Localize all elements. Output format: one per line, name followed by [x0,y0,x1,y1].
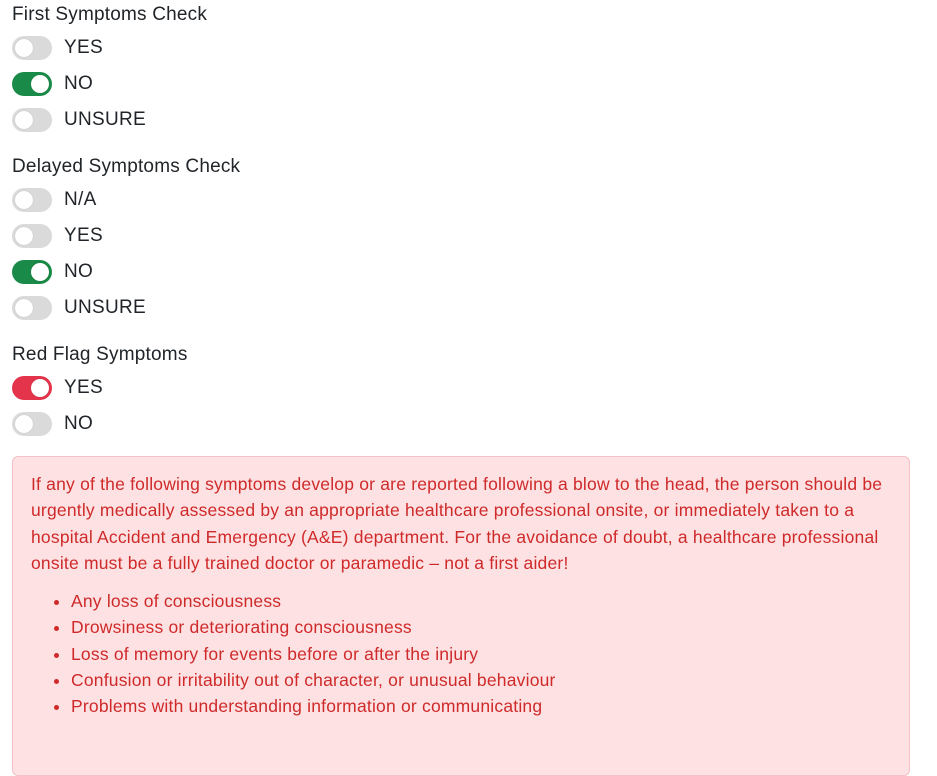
toggle-knob [15,415,33,433]
option-label: YES [64,37,103,58]
first-symptoms-option-yes[interactable] [12,35,103,61]
option-label: UNSURE [64,109,147,130]
first-symptoms-option-no[interactable] [12,71,93,97]
list-item: • Any loss of consciousness [71,588,891,614]
toggle-switch[interactable] [12,188,52,212]
toggle-switch[interactable] [12,260,52,284]
red-flag-option-yes[interactable] [12,375,103,401]
delayed-symptoms-option-yes[interactable] [12,223,103,249]
list-item: • Problems with understanding information or communicating [71,693,891,719]
toggle-knob [31,379,49,397]
toggle-knob [15,299,33,317]
toggle-switch[interactable] [12,412,52,436]
red-flag-symptom-list [31,588,891,719]
toggle-switch[interactable] [12,224,52,248]
option-label: N/A [64,189,97,210]
toggle-knob [15,191,33,209]
toggle-switch[interactable] [12,108,52,132]
toggle-knob [15,227,33,245]
list-item: • Drowsiness or deteriorating consciousness [71,614,891,640]
option-label: NO [64,261,94,282]
option-label: UNSURE [64,297,147,318]
option-label: NO [64,73,94,94]
delayed-symptoms-title: Delayed Symptoms Check [12,156,241,177]
toggle-switch[interactable] [12,72,52,96]
list-item: • Confusion or irritability out of character, or unusual behaviour [71,667,891,693]
toggle-knob [31,75,49,93]
delayed-symptoms-option-na[interactable] [12,187,97,213]
delayed-symptoms-option-unsure[interactable] [12,295,146,321]
toggle-switch[interactable] [12,36,52,60]
option-label: YES [64,377,103,398]
red-flag-option-no[interactable] [12,411,93,437]
alert-text: If any of the following symptoms develop or are reported following a blow to the head, the person should be urgently medically assessed by an appropriate healthcare professional onsite, or immediately taken to a hospital Accident and Emergency (A&E) department. For the avoidance of doubt, a healthcare professional onsite must be a fully trained doctor or paramedic – not a first aider! [31,474,883,573]
toggle-knob [15,39,33,57]
first-symptoms-title: First Symptoms Check [12,4,208,25]
delayed-symptoms-option-no[interactable] [12,259,93,285]
red-flag-symptoms-title: Red Flag Symptoms [12,344,188,365]
toggle-switch[interactable] [12,296,52,320]
first-symptoms-option-unsure[interactable] [12,107,146,133]
red-flag-alert [12,456,910,776]
toggle-knob [15,111,33,129]
option-label: YES [64,225,103,246]
toggle-knob [31,263,49,281]
toggle-switch[interactable] [12,376,52,400]
option-label: NO [64,413,94,434]
list-item: • Loss of memory for events before or after the injury [71,641,891,667]
